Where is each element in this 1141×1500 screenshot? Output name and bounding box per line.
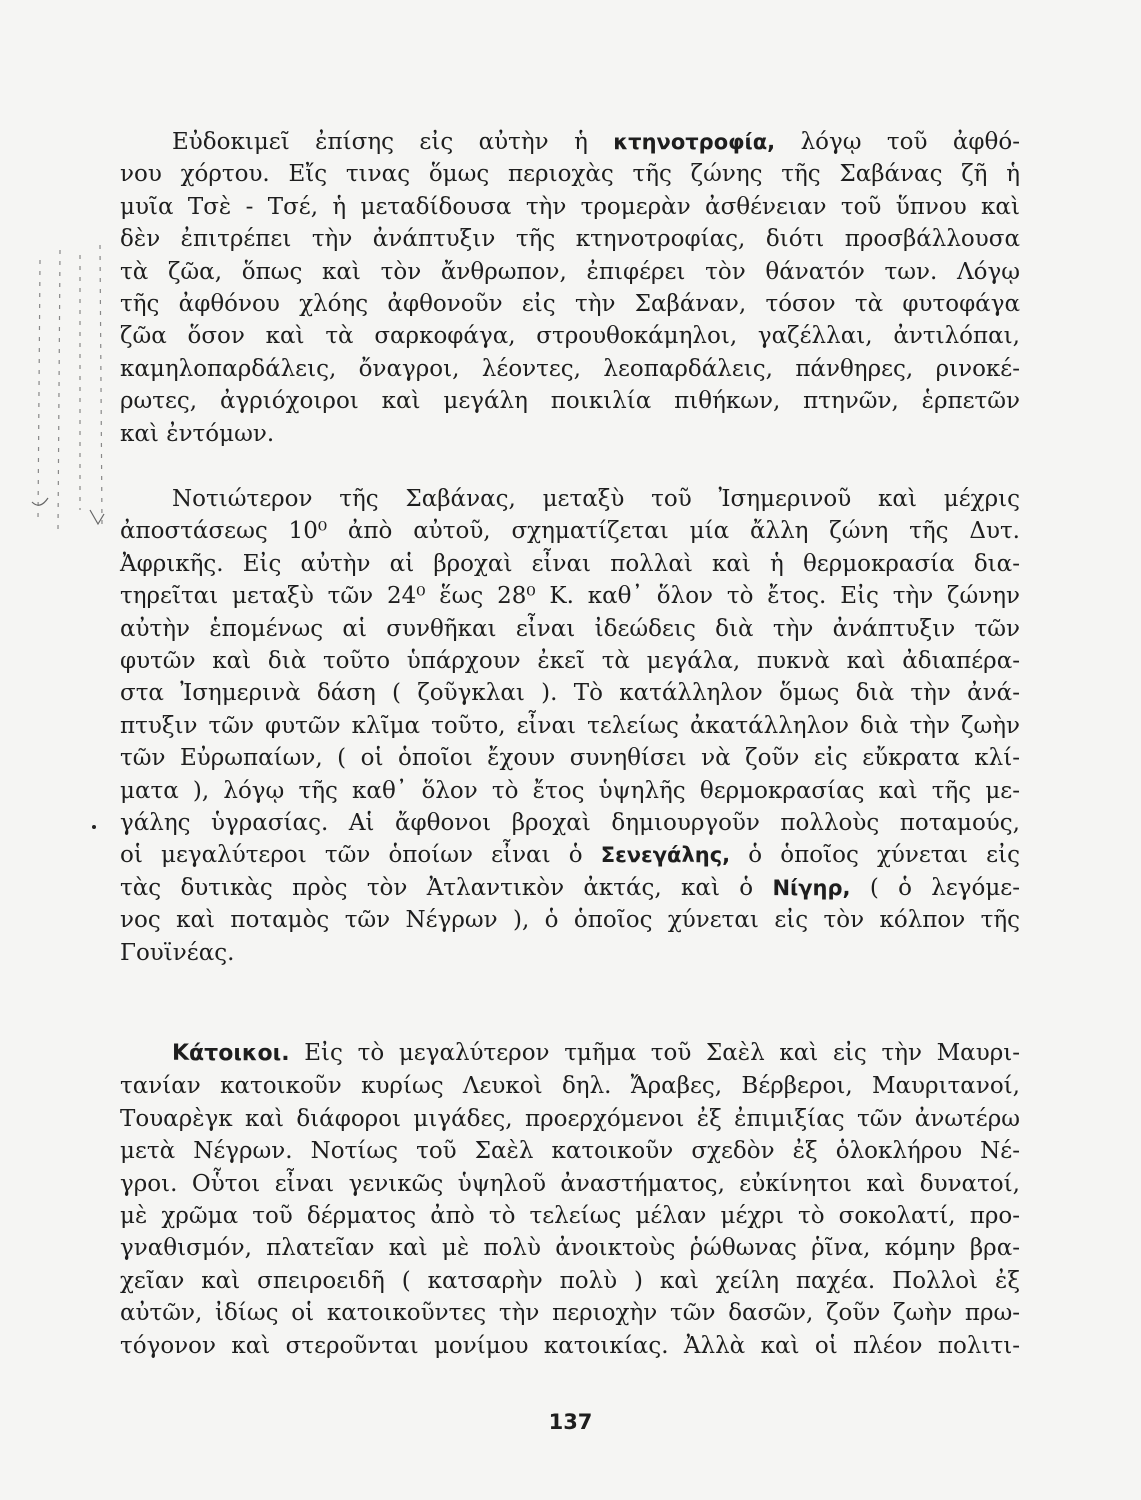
text-line: τὰς δυτικὰς πρὸς τὸν Ἀτλαντικὸν ἀκτάς, καὶ ὁ Νίγηρ, ( ὁ λεγόμε- [120, 874, 1020, 901]
text-line: καὶ ἐντόμων. [120, 420, 275, 447]
text-line: μυῖα Τσὲ - Τσέ, ἡ μεταδίδουσα τὴν τρομερὰν ἀσθένειαν τοῦ ὕπνου καὶ [120, 193, 1020, 220]
page-number: 137 [548, 1410, 593, 1434]
text-line: γροι. Οὗτοι εἶναι γενικῶς ὑψηλοῦ ἀναστήματος, εὐκίνητοι καὶ δυνατοί, [120, 1170, 1020, 1197]
text-line: γναθισμόν, πλατεῖαν καὶ μὲ πολὺ ἀνοικτοὺς ῥώθωνας ῥῖνα, κόμην βρα- [120, 1235, 1020, 1262]
text-line: Εὐδοκιμεῖ ἐπίσης εἰς αὐτὴν ἡ κτηνοτροφία, λόγῳ τοῦ ἀφθό- [172, 129, 1020, 155]
text-line: δὲν ἐπιτρέπει τὴν ἀνάπτυξιν τῆς κτηνοτροφίας, διότι προσβάλλουσα [120, 226, 1020, 253]
text-line: τῶν Εὐρωπαίων, ( οἱ ὁποῖοι ἔχουν συνηθίσει νὰ ζοῦν εἰς εὔκρατα κλί- [120, 745, 1020, 772]
paragraph-livestock [120, 126, 1020, 450]
text-line: μετὰ Νέγρων. Νοτίως τοῦ Σαὲλ κατοικοῦν σχεδὸν ἐξ ὁλοκλήρου Νέ- [120, 1138, 1020, 1165]
text-line: γάλης ὑγρασίας. Αἱ ἄφθονοι βροχαὶ δημιουργοῦν πολλοὺς ποταμούς, [120, 810, 1020, 837]
section-heading: Κάτοικοι. [172, 1041, 290, 1066]
text-line: καμηλοπαρδάλεις, ὄναγροι, λέοντες, λεοπαρδάλεις, πάνθηρες, ρινοκέ- [120, 355, 1020, 382]
text-line: Γουϊνέας. [120, 939, 235, 966]
text-line: τὰ ζῶα, ὅπως καὶ τὸν ἄνθρωπον, ἐπιφέρει τὸν θάνατόν των. Λόγῳ [120, 258, 1020, 285]
text-line: αὐτὴν ἑπομένως αἱ συνθῆκαι εἶναι ἰδεώδεις διὰ τὴν ἀνάπτυξιν τῶν [120, 615, 1020, 642]
keyword-niger: Νίγηρ, [772, 875, 851, 900]
text-line: ρωτες, ἀγριόχοιροι καὶ μεγάλη ποικιλία πιθήκων, πτηνῶν, ἑρπετῶν [120, 388, 1020, 415]
text-line: Νοτιώτερον τῆς Σαβάνας, μεταξὺ τοῦ Ἰσημερινοῦ καὶ μέχρις [172, 486, 1020, 512]
text-line: ματα ), λόγῳ τῆς καθ᾽ ὅλον τὸ ἔτος ὑψηλῆς θερμοκρασίας καὶ τῆς με- [120, 777, 1020, 804]
text-line: φυτῶν καὶ διὰ τοῦτο ὑπάρχουν ἐκεῖ τὰ μεγάλα, πυκνὰ καὶ ἀδιαπέρα- [120, 648, 1020, 675]
text-line: νος καὶ ποταμὸς τῶν Νέγρων ), ὁ ὁποῖος χύνεται εἰς τὸν κόλπον τῆς [120, 907, 1020, 934]
pencil-margin-marks [30, 240, 130, 540]
text-line: αὐτῶν, ἰδίως οἱ κατοικοῦντες τὴν περιοχὴν τῶν δασῶν, ζοῦν ζωὴν πρω- [120, 1300, 1020, 1327]
text-line: Ἀφρικῆς. Εἰς αὐτὴν αἱ βροχαὶ εἶναι πολλαὶ καὶ ἡ θερμοκρασία δια- [120, 550, 1020, 577]
text-line: νου χόρτου. Εἴς τινας ὅμως περιοχὰς τῆς ζώνης τῆς Σαβάνας ζῆ ἡ [120, 161, 1020, 188]
text-line: τόγονον καὶ στεροῦνται μονίμου κατοικίας. Ἀλλὰ καὶ οἱ πλέον πολιτι- [120, 1332, 1020, 1359]
text-line: Κάτοικοι. Εἰς τὸ μεγαλύτερον τμῆμα τοῦ Σαὲλ καὶ εἰς τὴν Μαυρι- [172, 1040, 1020, 1066]
margin-dot [92, 825, 96, 829]
keyword-livestock: κτηνοτροφία, [613, 130, 776, 154]
text-line: Τουαρὲγκ καὶ διάφοροι μιγάδες, προερχόμενοι ἐξ ἐπιμιξίας τῶν ἀνωτέρω [120, 1105, 1020, 1132]
text-line: πτυξιν τῶν φυτῶν κλῖμα τοῦτο, εἶναι τελείως ἀκατάλληλον διὰ τὴν ζωὴν [120, 712, 1020, 739]
text-line: τῆς ἀφθόνου χλόης ἀφθονοῦν εἰς τὴν Σαβάναν, τόσον τὰ φυτοφάγα [120, 291, 1020, 318]
text-line: οἱ μεγαλύτεροι τῶν ὁποίων εἶναι ὁ Σενεγάλης, ὁ ὁποῖος χύνεται εἰς [120, 842, 1020, 869]
paragraph-equatorial-zone [120, 483, 1020, 969]
text-line: ἀποστάσεως 10⁰ ἀπὸ αὐτοῦ, σχηματίζεται μία ἄλλη ζώνη τῆς Δυτ. [120, 518, 1020, 545]
text-line: τανίαν κατοικοῦν κυρίως Λευκοὶ δηλ. Ἄραβες, Βέρβεροι, Μαυριτανοί, [120, 1073, 1020, 1100]
text-line: τηρεῖται μεταξὺ τῶν 24⁰ ἕως 28⁰ Κ. καθ᾽ ὅλον τὸ ἔτος. Εἰς τὴν ζώνην [120, 583, 1020, 610]
paragraph-inhabitants [120, 1037, 1020, 1362]
keyword-senegal: Σενεγάλης, [600, 843, 731, 868]
text-line: στα Ἰσημερινὰ δάση ( ζοῦγκλαι ). Τὸ κατάλληλον ὅμως διὰ τὴν ἀνά- [120, 680, 1020, 707]
text-line: χεῖαν καὶ σπειροειδῆ ( κατσαρὴν πολὺ ) καὶ χείλη παχέα. Πολλοὶ ἐξ [120, 1267, 1020, 1294]
text-line: μὲ χρῶμα τοῦ δέρματος ἀπὸ τὸ τελείως μέλαν μέχρι τὸ σοκολατί, προ- [120, 1203, 1020, 1230]
text-line: ζῶα ὅσον καὶ τὰ σαρκοφάγα, στρουθοκάμηλοι, γαζέλλαι, ἀντιλόπαι, [120, 323, 1020, 350]
